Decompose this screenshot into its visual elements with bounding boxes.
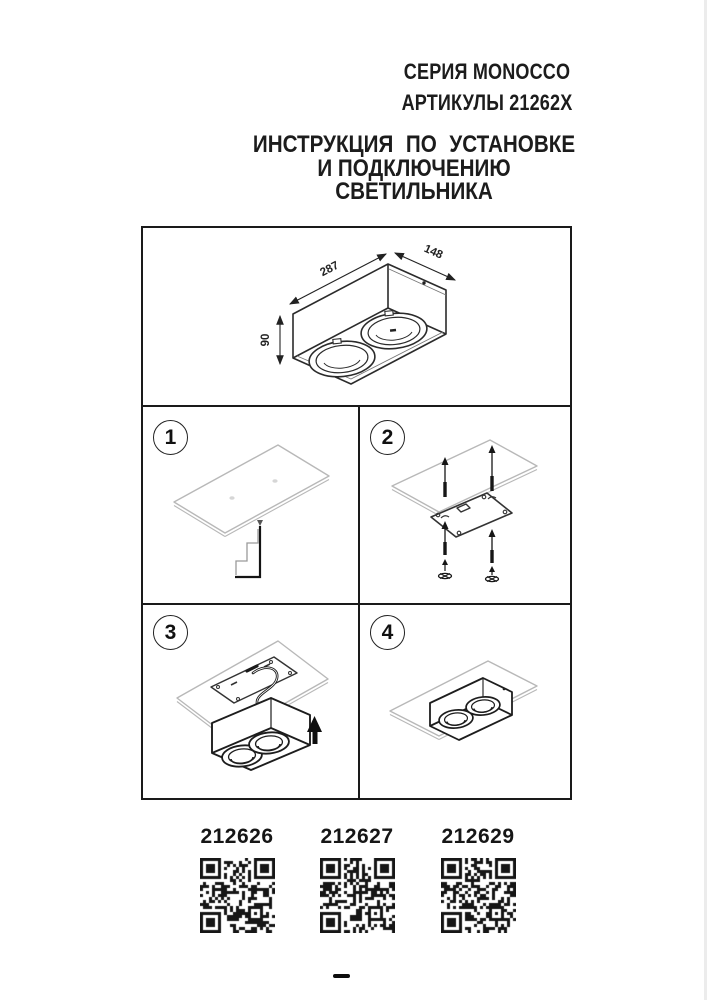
series-header xyxy=(372,56,602,118)
steps-row-2 xyxy=(143,605,570,798)
ceiling-plate xyxy=(174,445,329,537)
article-number: 212627 xyxy=(320,825,394,848)
qr-item xyxy=(187,826,287,933)
series-name: СЕРИЯ MONOCCO xyxy=(403,59,571,84)
cable-hole-dot xyxy=(422,281,425,284)
title-line-2: И ПОДКЛЮЧЕНИЮ СВЕТИЛЬНИКА xyxy=(317,154,511,205)
qr-code xyxy=(320,858,395,933)
dowel-anchor xyxy=(439,573,499,581)
diagram-grid xyxy=(141,226,572,800)
step-number-badge: 3 xyxy=(153,615,188,650)
title-line-1: ИНСТРУКЦИЯ ПО УСТАНОВКЕ xyxy=(252,131,576,158)
step-3-panel xyxy=(143,605,360,798)
qr-code xyxy=(200,858,275,933)
product-drawing xyxy=(143,228,570,405)
step-1-panel xyxy=(143,407,360,603)
instruction-title xyxy=(251,133,578,204)
dim-height-label: 90 xyxy=(260,333,272,347)
step-4-panel xyxy=(360,605,570,798)
dim-width-label: 148 xyxy=(422,242,445,262)
steps-row-1 xyxy=(143,407,570,605)
series-articles: АРТИКУЛЫ 21262X xyxy=(401,90,573,115)
article-number: 212626 xyxy=(200,825,274,848)
step-number-badge: 1 xyxy=(153,420,188,455)
step-number-badge: 4 xyxy=(370,615,405,650)
step-number-badge: 2 xyxy=(370,420,405,455)
product-dimensions-panel xyxy=(143,228,570,407)
qr-code xyxy=(441,858,516,933)
step-2-panel xyxy=(360,407,570,603)
page-fold-mark xyxy=(333,974,350,978)
dim-length-label: 287 xyxy=(318,259,341,280)
article-number: 212629 xyxy=(441,825,515,848)
qr-item xyxy=(428,826,528,933)
qr-item xyxy=(307,826,407,933)
